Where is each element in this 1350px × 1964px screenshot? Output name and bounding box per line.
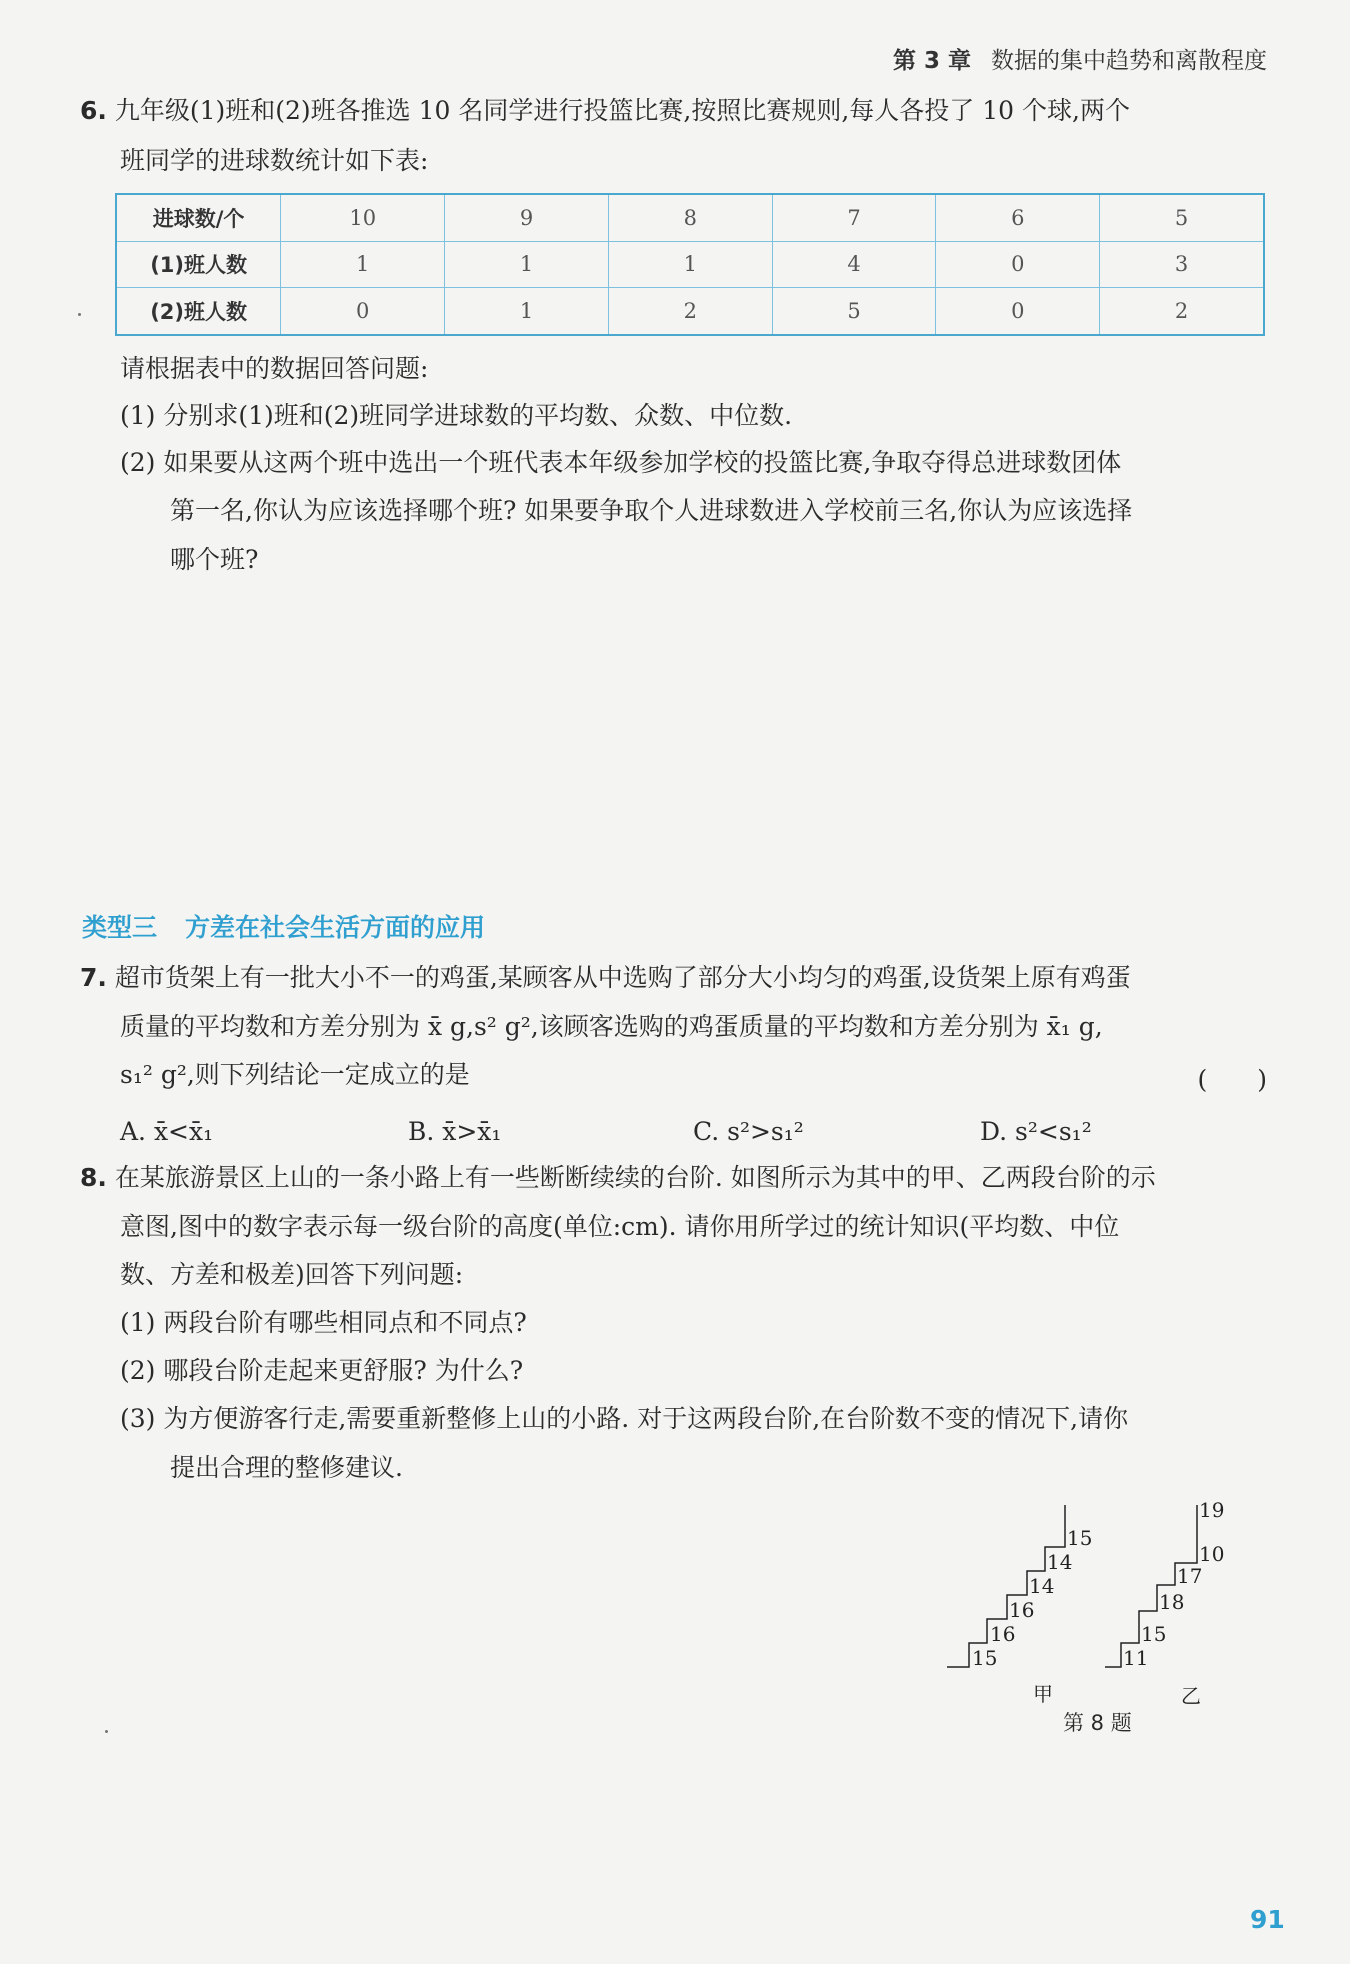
jia-step-height: 14 [1029,1574,1055,1598]
table-cell: 1 [608,241,772,288]
jia-step-height: 15 [1067,1526,1093,1550]
page-speck [78,313,81,316]
q6-sub2-line2: 第一名,你认为应该选择哪个班? 如果要争取个人进球数进入学校前三名,你认为应该选择 [170,496,1133,525]
yi-step-height: 19 [1199,1498,1225,1522]
table-cell: 0 [281,288,445,335]
q8-sub1: (1) 两段台阶有哪些相同点和不同点? [120,1308,527,1337]
yi-label: 乙 [1181,1684,1201,1708]
table-row [116,288,1264,335]
q6-prompt: 请根据表中的数据回答问题: [120,354,429,383]
q7-number: 7. [80,963,107,992]
chapter-number: 第 3 章 [892,48,971,74]
table-cell: 2 [608,288,772,335]
table-cell: 1 [281,241,445,288]
q8-sub2: (2) 哪段台阶走起来更舒服? 为什么? [120,1356,524,1385]
goals-table [115,193,1265,336]
q8-line1 [80,1163,1156,1193]
q6-text-line2: 班同学的进球数统计如下表: [120,146,429,175]
yi-step-height: 10 [1199,1542,1225,1566]
table-row [116,241,1264,288]
section-label: 类型三 [82,913,158,942]
table-cell: 4 [772,241,936,288]
page-number: 91 [1250,1905,1285,1934]
table-cell: 0 [936,241,1100,288]
q6-sub1: (1) 分别求(1)班和(2)班同学进球数的平均数、众数、中位数. [120,401,793,430]
option-c: C. s²>s₁² [693,1117,804,1146]
q7-line1 [80,963,1131,993]
chapter-title: 数据的集中趋势和离散程度 [991,48,1267,74]
jia-step-height: 14 [1047,1550,1073,1574]
table-cell: 5 [1100,194,1264,241]
q6-number: 6. [80,96,107,125]
jia-label: 甲 [1033,1682,1053,1706]
yi-step-height: 15 [1141,1622,1167,1646]
jia-step-height: 16 [1009,1598,1035,1622]
yi-step-height: 17 [1177,1564,1203,1588]
jia-step-height: 16 [990,1622,1016,1646]
figure-caption: 第 8 题 [1063,1711,1132,1735]
q7-text-line1: 超市货架上有一批大小不一的鸡蛋,某顾客从中选购了部分大小均匀的鸡蛋,设货架上原有鸡蛋 [114,963,1131,992]
jia-step-height: 15 [972,1646,998,1670]
q7-text-line3: s₁² g²,则下列结论一定成立的是 [120,1060,470,1089]
q8-sub3-line2: 提出合理的整修建议. [170,1453,403,1482]
q6-line1 [80,96,1130,126]
table-cell: 2 [1100,288,1264,335]
q6-text-line1: 九年级(1)班和(2)班各推选 10 名同学进行投篮比赛,按照比赛规则,每人各投了 10 个球,两个 [114,96,1130,125]
answer-parentheses: ( ) [1197,1065,1267,1094]
page-speck [105,1730,108,1733]
table-cell: 1 [445,241,609,288]
table-cell: 9 [445,194,609,241]
section-heading [82,908,485,944]
option-b: B. x̄>x̄₁ [408,1117,502,1146]
yi-step-height: 11 [1123,1646,1149,1670]
table-row [116,194,1264,241]
table-cell: 6 [936,194,1100,241]
table-cell: 7 [772,194,936,241]
running-header [893,42,1267,75]
option-d: D. s²<s₁² [980,1117,1092,1146]
table-cell: 8 [608,194,772,241]
table-cell: 5 [772,288,936,335]
q6-sub2-line3: 哪个班? [170,545,259,574]
table-row-header: (1)班人数 [116,241,281,288]
table-row-header: 进球数/个 [116,194,281,241]
table-cell: 1 [445,288,609,335]
q8-text-line1: 在某旅游景区上山的一条小路上有一些断断续续的台阶. 如图所示为其中的甲、乙两段台阶的示 [114,1163,1156,1192]
q8-number: 8. [80,1163,107,1192]
table-cell: 3 [1100,241,1264,288]
yi-step-height: 18 [1159,1590,1185,1614]
table-cell: 0 [936,288,1100,335]
staircase-figure [945,1495,1285,1735]
option-a: A. x̄<x̄₁ [120,1117,214,1146]
q6-sub2-line1: (2) 如果要从这两个班中选出一个班代表本年级参加学校的投篮比赛,争取夺得总进球数团体 [120,448,1122,477]
table-cell: 10 [281,194,445,241]
q8-text-line2: 意图,图中的数字表示每一级台阶的高度(单位:cm). 请你用所学过的统计知识(平均数、中位 [120,1212,1120,1241]
q8-text-line3: 数、方差和极差)回答下列问题: [120,1260,464,1289]
table-row-header: (2)班人数 [116,288,281,335]
section-title: 方差在社会生活方面的应用 [185,913,486,942]
q8-sub3-line1: (3) 为方便游客行走,需要重新整修上山的小路. 对于这两段台阶,在台阶数不变的情况下,请你 [120,1404,1129,1433]
q7-text-line2: 质量的平均数和方差分别为 x̄ g,s² g²,该顾客选购的鸡蛋质量的平均数和方差分别为 x̄₁ g, [120,1012,1103,1041]
